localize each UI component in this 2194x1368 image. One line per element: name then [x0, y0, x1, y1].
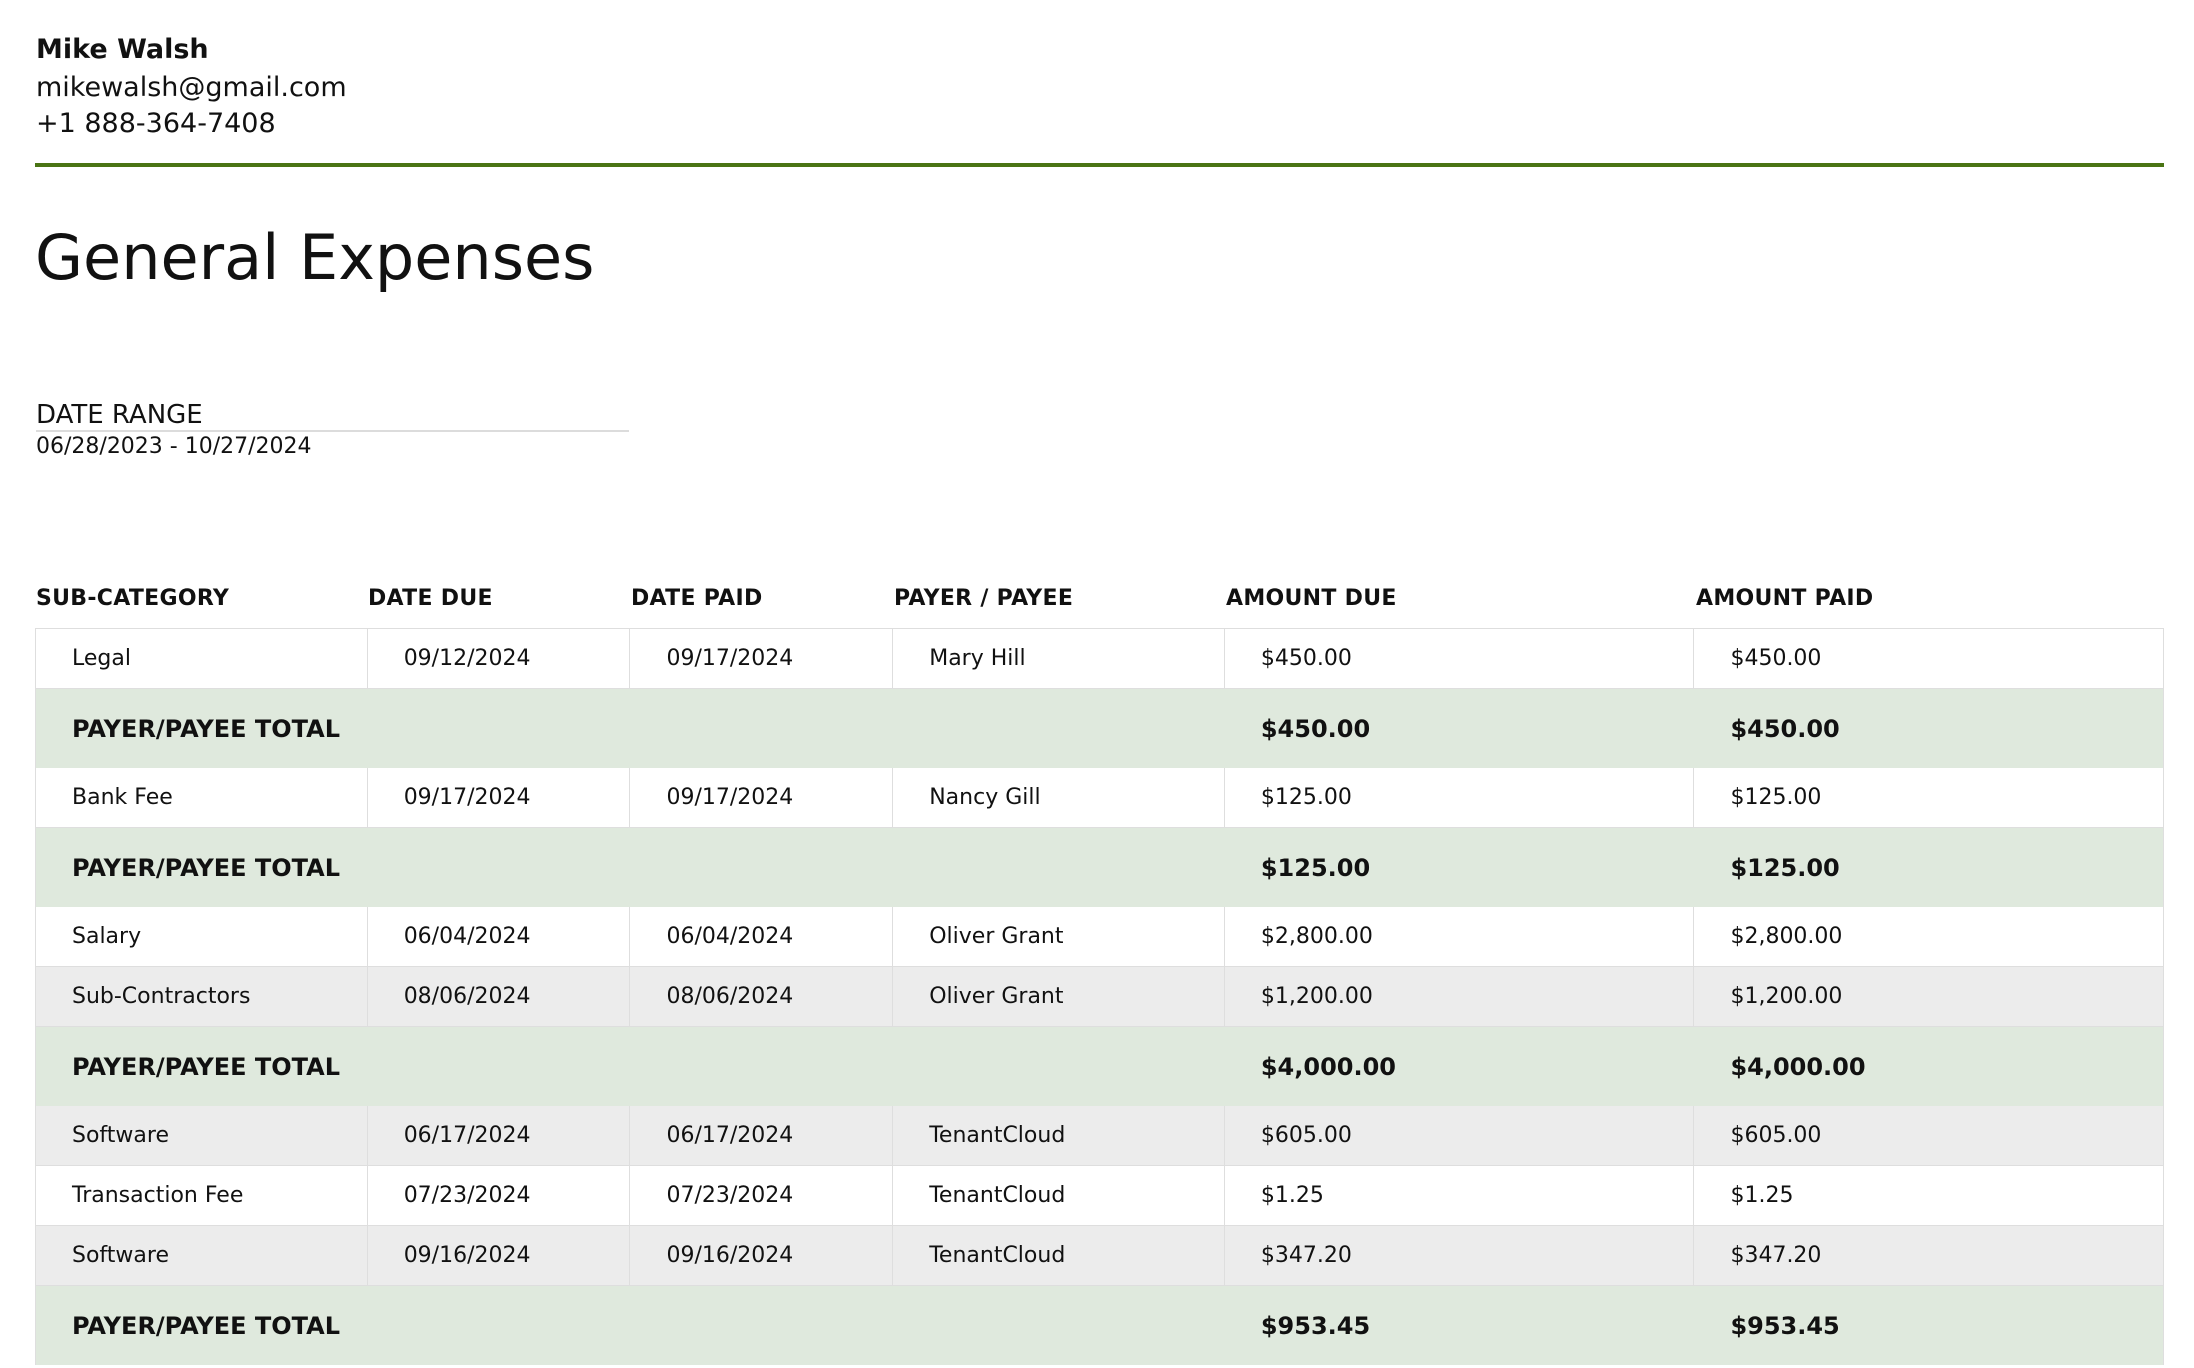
cell-payer-payee: Oliver Grant: [893, 967, 1225, 1026]
table-row: [36, 1166, 2163, 1226]
cell-payer-payee: Mary Hill: [893, 629, 1225, 688]
payer-payee-total-row: [36, 689, 2163, 768]
cell-sub-category: Transaction Fee: [36, 1166, 368, 1225]
header-date-due: DATE DUE: [368, 585, 493, 611]
contact-block: [36, 30, 347, 142]
cell-sub-category: Sub-Contractors: [36, 967, 368, 1026]
total-amount-due: $125.00: [1260, 853, 1371, 882]
cell-date-paid: 08/06/2024: [630, 967, 893, 1026]
table-row: [36, 1226, 2163, 1286]
date-range-value: 06/28/2023 - 10/27/2024: [36, 434, 312, 459]
table-body: [35, 628, 2164, 1365]
cell-amount-paid: $605.00: [1730, 1123, 1822, 1148]
cell-date-due: 06/17/2024: [368, 1106, 631, 1165]
cell-amount-due: $2,800.00: [1225, 907, 1695, 966]
cell-sub-category: Bank Fee: [36, 768, 368, 827]
table-row: [36, 907, 2163, 967]
total-amount-due: $953.45: [1260, 1311, 1371, 1340]
cell-payer-payee: Oliver Grant: [893, 907, 1225, 966]
table-row: [36, 1106, 2163, 1166]
cell-date-paid: 09/16/2024: [630, 1226, 893, 1285]
cell-amount-due: $1.25: [1225, 1166, 1695, 1225]
payer-payee-total-row: [36, 1027, 2163, 1106]
cell-amount-paid: $450.00: [1730, 646, 1822, 671]
total-amount-paid: $953.45: [1730, 1311, 1840, 1340]
cell-date-paid: 09/17/2024: [630, 768, 893, 827]
date-range-label: DATE RANGE: [36, 400, 203, 430]
page-title: General Expenses: [35, 221, 595, 294]
total-label: PAYER/PAYEE TOTAL: [72, 1052, 341, 1081]
cell-amount-due: $347.20: [1225, 1226, 1695, 1285]
expenses-table: [35, 568, 2164, 1365]
header-amount-paid: AMOUNT PAID: [1696, 585, 1874, 611]
header-date-paid: DATE PAID: [631, 585, 763, 611]
cell-payer-payee: TenantCloud: [893, 1226, 1225, 1285]
total-amount-paid: $450.00: [1730, 714, 1840, 743]
cell-amount-paid: $1,200.00: [1730, 984, 1843, 1009]
total-amount-paid: $4,000.00: [1730, 1052, 1866, 1081]
cell-amount-due: $1,200.00: [1225, 967, 1695, 1026]
cell-amount-paid: $2,800.00: [1730, 924, 1843, 949]
cell-date-due: 07/23/2024: [368, 1166, 631, 1225]
cell-date-due: 09/16/2024: [368, 1226, 631, 1285]
table-row: [36, 967, 2163, 1027]
table-row: [36, 768, 2163, 828]
cell-date-paid: 06/17/2024: [630, 1106, 893, 1165]
cell-sub-category: Legal: [36, 629, 368, 688]
total-label: PAYER/PAYEE TOTAL: [72, 853, 341, 882]
header-payer-payee: PAYER / PAYEE: [894, 585, 1074, 611]
cell-date-paid: 06/04/2024: [630, 907, 893, 966]
contact-phone: +1 888-364-7408: [36, 108, 276, 139]
cell-sub-category: Software: [36, 1106, 368, 1165]
total-label: PAYER/PAYEE TOTAL: [72, 714, 341, 743]
total-amount-due: $4,000.00: [1260, 1052, 1396, 1081]
cell-date-due: 09/17/2024: [368, 768, 631, 827]
header-sub-category: SUB-CATEGORY: [36, 585, 230, 611]
cell-amount-due: $605.00: [1225, 1106, 1695, 1165]
cell-amount-due: $125.00: [1225, 768, 1695, 827]
cell-sub-category: Software: [36, 1226, 368, 1285]
total-amount-due: $450.00: [1260, 714, 1371, 743]
contact-name: Mike Walsh: [36, 34, 209, 65]
cell-payer-payee: TenantCloud: [893, 1106, 1225, 1165]
cell-amount-paid: $125.00: [1730, 785, 1822, 810]
cell-date-paid: 09/17/2024: [630, 629, 893, 688]
payer-payee-total-row: [36, 828, 2163, 907]
cell-date-due: 06/04/2024: [368, 907, 631, 966]
contact-email: mikewalsh@gmail.com: [36, 72, 347, 103]
cell-amount-paid: $347.20: [1730, 1243, 1822, 1268]
total-amount-paid: $125.00: [1730, 853, 1840, 882]
cell-date-due: 09/12/2024: [368, 629, 631, 688]
header-divider: [35, 163, 2164, 167]
header-amount-due: AMOUNT DUE: [1226, 585, 1397, 611]
payer-payee-total-row: [36, 1286, 2163, 1365]
total-label: PAYER/PAYEE TOTAL: [72, 1311, 341, 1340]
cell-sub-category: Salary: [36, 907, 368, 966]
cell-payer-payee: Nancy Gill: [893, 768, 1225, 827]
cell-amount-due: $450.00: [1225, 629, 1695, 688]
cell-payer-payee: TenantCloud: [893, 1166, 1225, 1225]
table-header: [35, 568, 2164, 628]
table-row: [36, 629, 2163, 689]
cell-date-paid: 07/23/2024: [630, 1166, 893, 1225]
cell-amount-paid: $1.25: [1730, 1183, 1794, 1208]
cell-date-due: 08/06/2024: [368, 967, 631, 1026]
